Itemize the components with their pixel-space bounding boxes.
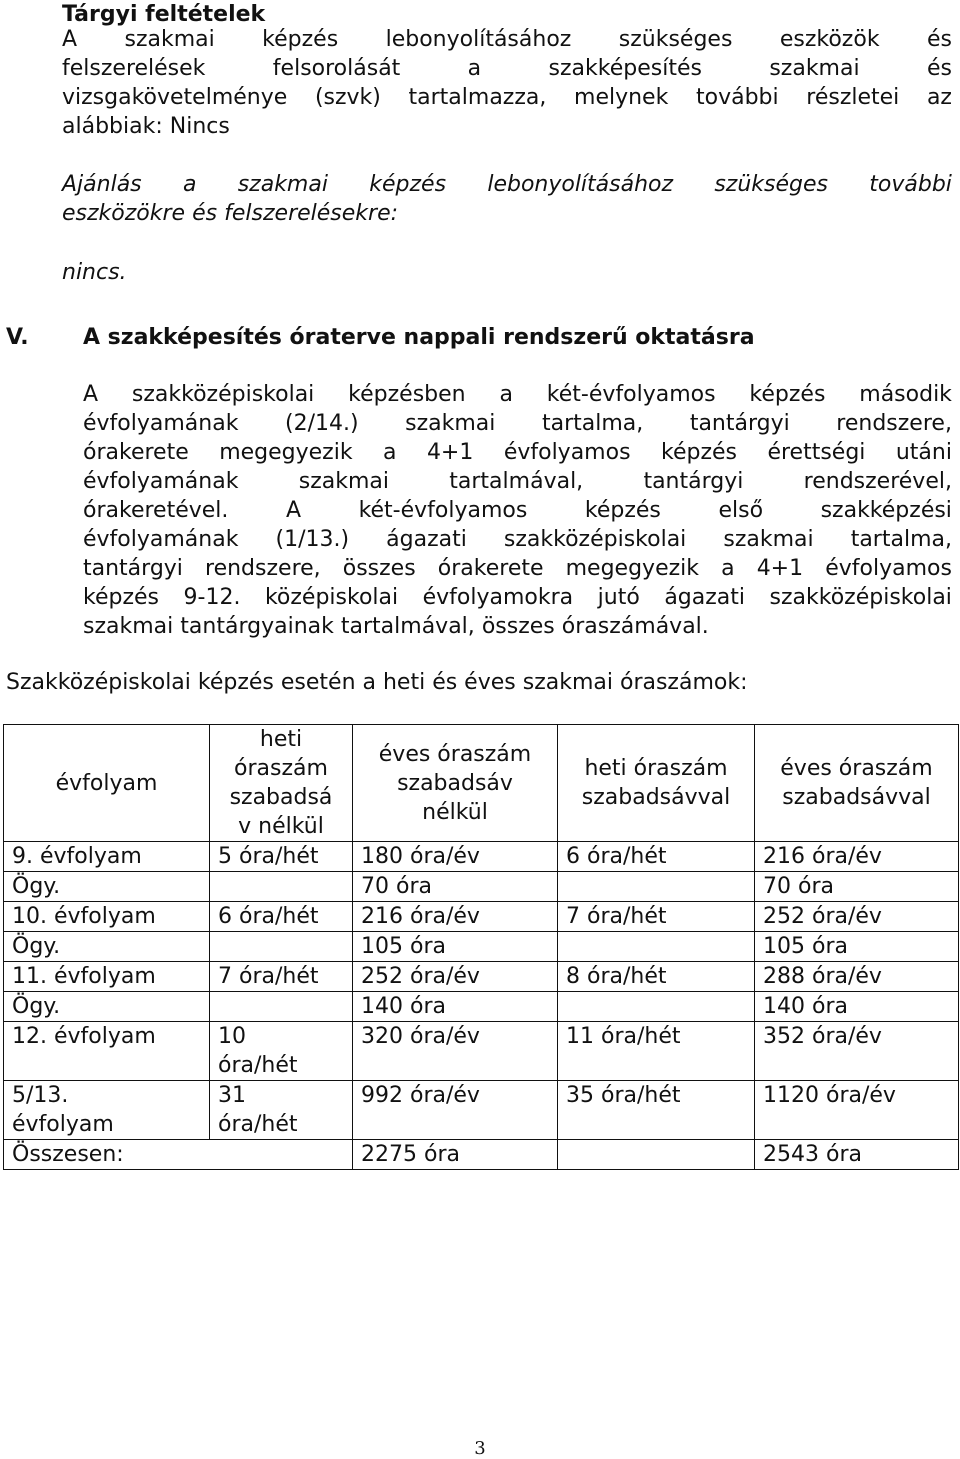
table-row [4,962,959,992]
paragraph-line [62,25,952,54]
word: tantárgyi [689,411,790,436]
word: (1/13.) [275,527,350,552]
section-number: V. [6,325,29,350]
table-cell: 10 óra/hét [210,1022,353,1081]
table-cell: 11 óra/hét [558,1022,755,1081]
table-cell: 140 óra [755,992,959,1022]
word: évfolyamokra [422,585,574,610]
word: lebonyolításához [385,27,572,52]
word: két-évfolyamos [358,498,528,523]
table-cell: Ögy. [4,872,210,902]
word: érettségi [767,440,866,465]
word: és [926,27,952,52]
table-cell: Ögy. [4,932,210,962]
paragraph-line [83,554,952,583]
word: képzés [749,382,826,407]
table-cell: 288 óra/év [755,962,959,992]
paragraph-line [62,83,952,112]
table-cell: 6 óra/hét [558,842,755,872]
word: szakmai [769,56,860,81]
table-cell: 9. évfolyam [4,842,210,872]
word: eszközök [779,27,880,52]
word: szakmai [298,469,389,494]
table-cell: 1120 óra/év [755,1081,959,1140]
table-cell [210,872,353,902]
table-header-cell: éves óraszám szabadsáv nélkül [353,725,558,842]
word: évfolyamának [83,411,239,436]
paragraph-line [83,583,952,612]
word: szakközépiskolai [769,585,952,610]
word: A [83,382,99,407]
word: szükséges [714,172,828,197]
table-cell: 216 óra/év [755,842,959,872]
word: ágazati [664,585,746,610]
word: és [926,56,952,81]
word: a [721,556,735,581]
table-row [4,932,959,962]
word: felszerelések [62,56,206,81]
word: képzés [584,498,661,523]
word: két-évfolyamos [546,382,716,407]
table-cell: 252 óra/év [353,962,558,992]
word: évfolyamos [503,440,631,465]
table-cell: 8 óra/hét [558,962,755,992]
table-cell: Ögy. [4,992,210,1022]
table-cell [558,932,755,962]
section-title: A szakképesítés óraterve nappali rendszerű oktatásra [83,325,755,350]
word: megegyezik [565,556,700,581]
word: tantárgyi [643,469,744,494]
paragraph-line [83,380,952,409]
word: középiskolai [264,585,399,610]
word: melynek [574,85,669,110]
word: rendszere, [836,411,952,436]
word: (2/14.) [285,411,359,436]
paragraph-line [83,612,952,641]
word: szakmai [405,411,496,436]
table-cell: 140 óra [353,992,558,1022]
table-header-cell: heti óraszám szabadsávval [558,725,755,842]
total-empty [558,1140,755,1170]
word: A [285,498,302,523]
word: az [926,85,952,110]
word: első [718,498,764,523]
paragraph-line [62,170,952,199]
word: és [192,201,218,226]
word: további [695,85,779,110]
word: 4+1 [756,556,804,581]
table-cell [210,932,353,962]
table-cell: 352 óra/év [755,1022,959,1081]
paragraph-line [83,438,952,467]
word: évfolyamos [825,556,952,581]
table-cell: 5 óra/hét [210,842,353,872]
word: tartalmával, [449,469,584,494]
paragraph-line [62,112,952,141]
word: évfolyamának [83,527,239,552]
table-header-row [4,725,959,842]
table-header-cell: évfolyam [4,725,210,842]
table-cell: 5/13. évfolyam [4,1081,210,1140]
word: szakmai [237,172,328,197]
word: (szvk) [314,85,381,110]
table-row [4,992,959,1022]
table-cell: 12. évfolyam [4,1022,210,1081]
table-cell: 70 óra [755,872,959,902]
table-cell: 31 óra/hét [210,1081,353,1140]
table-cell: 216 óra/év [353,902,558,932]
word: órakeretével. [83,498,229,523]
word: tartalmával, [340,614,475,639]
table-header-cell: heti óraszám szabadsá v nélkül [210,725,353,842]
word: tartalma, [850,527,952,552]
word: jutó [597,585,640,610]
paragraph-line [83,409,952,438]
table-total-row [4,1140,959,1170]
word: képzés [262,27,339,52]
word: vizsgakövetelménye [62,85,288,110]
word: összes [481,614,555,639]
word: órakerete [83,440,189,465]
table-row [4,842,959,872]
word: rendszere, [205,556,321,581]
word: 4+1 [426,440,474,465]
section-v-paragraph [83,380,952,641]
word: Ajánlás [62,172,142,197]
word: óraszámával. [561,614,709,639]
word: képzés [660,440,737,465]
table-cell: 6 óra/hét [210,902,353,932]
word: 9-12. [183,585,241,610]
table-cell: 7 óra/hét [558,902,755,932]
table-row [4,872,959,902]
word: rendszerével, [803,469,952,494]
table-cell: 252 óra/év [755,902,959,932]
targyi-paragraph [62,25,952,141]
word: szükséges [618,27,733,52]
word: órakerete [437,556,544,581]
word: képzés [369,172,447,197]
word: A [62,27,78,52]
word: szakképesítés [548,56,702,81]
table-cell: 10. évfolyam [4,902,210,932]
table-cell: 105 óra [353,932,558,962]
word: ágazati [386,527,467,552]
word: Nincs [169,114,230,139]
word: lebonyolításához [487,172,674,197]
table-row [4,1081,959,1140]
recommendation-value: nincs. [62,260,127,285]
table-intro: Szakközépiskolai képzés esetén a heti és éves szakmai óraszámok: [6,670,748,695]
table-cell: 7 óra/hét [210,962,353,992]
table-cell: 320 óra/év [353,1022,558,1081]
word: megegyezik [219,440,353,465]
word: a [383,440,397,465]
page-number: 3 [474,1438,486,1459]
table-cell: 180 óra/év [353,842,558,872]
word: képzésben [348,382,466,407]
paragraph-line [83,496,952,525]
table-cell: 70 óra [353,872,558,902]
table-row [4,1022,959,1081]
recommendation-paragraph [62,170,952,228]
word: a [182,172,197,197]
word: szakmai [83,614,174,639]
word: felsorolását [272,56,401,81]
section-heading-targyi-feltetelek: Tárgyi feltételek [62,2,266,27]
paragraph-line [62,54,952,83]
word: részletei [806,85,900,110]
word: szakközépiskolai [131,382,315,407]
table-cell [558,992,755,1022]
total-annual-without: 2275 óra [353,1140,558,1170]
word: évfolyamának [83,469,239,494]
word: a [499,382,513,407]
word: szakmai [124,27,215,52]
total-label: Összesen: [4,1140,353,1170]
word: a [467,56,482,81]
word: képzés [83,585,160,610]
word: szakközépiskolai [503,527,687,552]
paragraph-line [62,199,952,228]
paragraph-line [83,525,952,554]
total-annual-with: 2543 óra [755,1140,959,1170]
hours-table [3,724,959,1170]
word: szakképzési [820,498,952,523]
word: felszerelésekre: [224,201,399,226]
word: alábbiak: [62,114,163,139]
table-cell [558,872,755,902]
table-header-cell: éves óraszám szabadsávval [755,725,959,842]
word: eszközökre [62,201,186,226]
table-cell [210,992,353,1022]
paragraph-line [83,467,952,496]
word: tantárgyi [83,556,183,581]
word: tartalma, [541,411,644,436]
word: további [869,172,952,197]
word: utáni [895,440,952,465]
table-cell: 35 óra/hét [558,1081,755,1140]
table-cell: 992 óra/év [353,1081,558,1140]
word: tartalmazza, [408,85,547,110]
word: összes [342,556,416,581]
word: második [859,382,952,407]
table-cell: 105 óra [755,932,959,962]
table-row [4,902,959,932]
word: tantárgyainak [180,614,334,639]
table-cell: 11. évfolyam [4,962,210,992]
word: szakmai [723,527,814,552]
